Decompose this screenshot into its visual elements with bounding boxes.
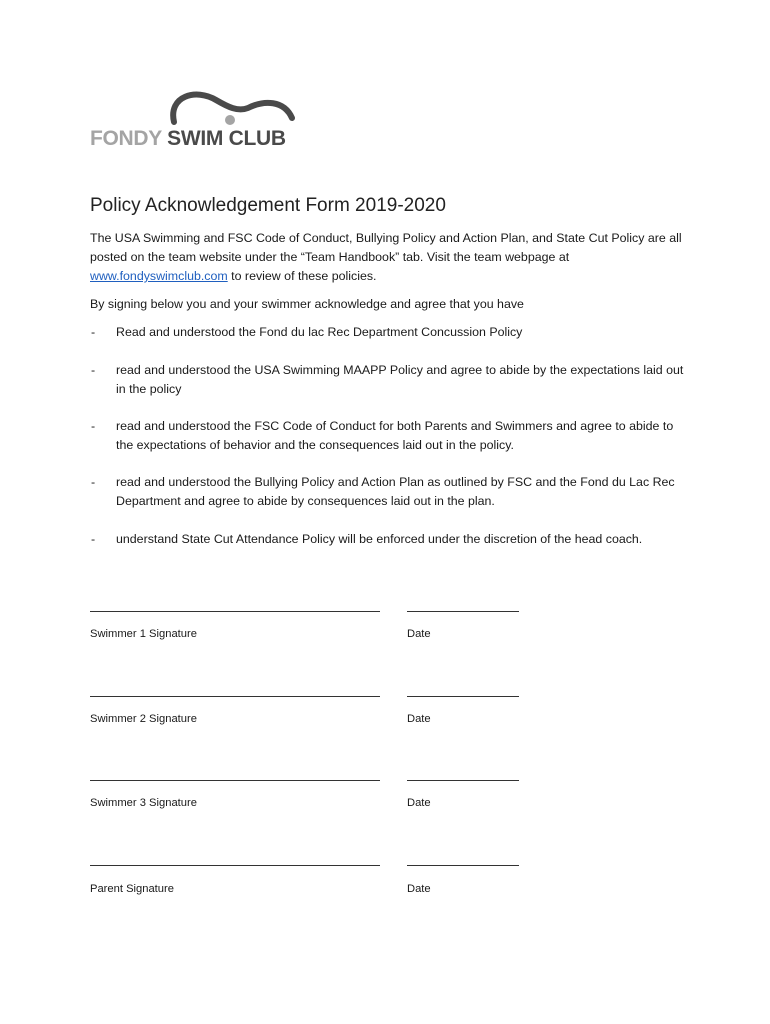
swimmer-2-date-label: Date [407,713,431,725]
parent-date-label: Date [407,883,431,895]
swimmer-1-signature-line[interactable] [90,611,380,612]
logo-swim-club: SWIM CLUB [167,127,286,150]
intro-text-1: The USA Swimming and FSC Code of Conduct, Bullying Policy and Action Plan, and State Cut Policy are all posted on the team website under the “Team Handbook” tab. Visit the team webpage at [90,231,682,264]
logo-fondy: FONDY [90,127,162,150]
intro-text-2: to review of these policies. [227,269,377,283]
swimmer-3-signature-label: Swimmer 3 Signature [90,797,197,809]
list-item-text: read and understood the Bullying Policy and Action Plan as outlined by FSC and the Fond du Lac Rec Department and agree to abide by consequences laid out in the plan. [116,475,675,508]
list-item-text: read and understood the FSC Code of Conduct for both Parents and Swimmers and agree to abide to the expectations of behavior and the consequences laid out in the policy. [116,419,674,452]
list-item-text: Read and understood the Fond du lac Rec Department Concussion Policy [116,325,523,339]
swimmer-3-date-line[interactable] [407,780,519,781]
logo-wordmark [90,127,286,151]
swimmer-2-signature-line[interactable] [90,696,380,697]
swimmer-3-date-label: Date [407,797,431,809]
list-item-text: read and understood the USA Swimming MAAPP Policy and agree to abide by the expectations laid out in the policy [116,363,684,396]
list-item-text: understand State Cut Attendance Policy will be enforced under the discretion of the head coach. [116,532,643,546]
list-marker: - [91,325,96,339]
team-website-link[interactable]: www.fondyswimclub.com [90,269,228,283]
list-marker: - [91,419,96,433]
swimmer-1-date-line[interactable] [407,611,519,612]
club-logo [88,90,320,156]
swimmer-2-date-line[interactable] [407,696,519,697]
list-marker: - [91,363,96,377]
parent-date-line[interactable] [407,865,519,866]
swimmer-2-signature-label: Swimmer 2 Signature [90,713,197,725]
list-marker: - [91,475,96,489]
acknowledgement-lead: By signing below you and your swimmer acknowledge and agree that you have [90,297,524,311]
parent-signature-label: Parent Signature [90,883,174,895]
parent-signature-line[interactable] [90,865,380,866]
list-marker: - [91,532,96,546]
swimmer-1-date-label: Date [407,628,431,640]
form-title: Policy Acknowledgement Form 2019-2020 [90,195,446,216]
swimmer-1-signature-label: Swimmer 1 Signature [90,628,197,640]
intro-paragraph [90,229,690,286]
swimmer-arc-icon [88,90,320,130]
swimmer-3-signature-line[interactable] [90,780,380,781]
